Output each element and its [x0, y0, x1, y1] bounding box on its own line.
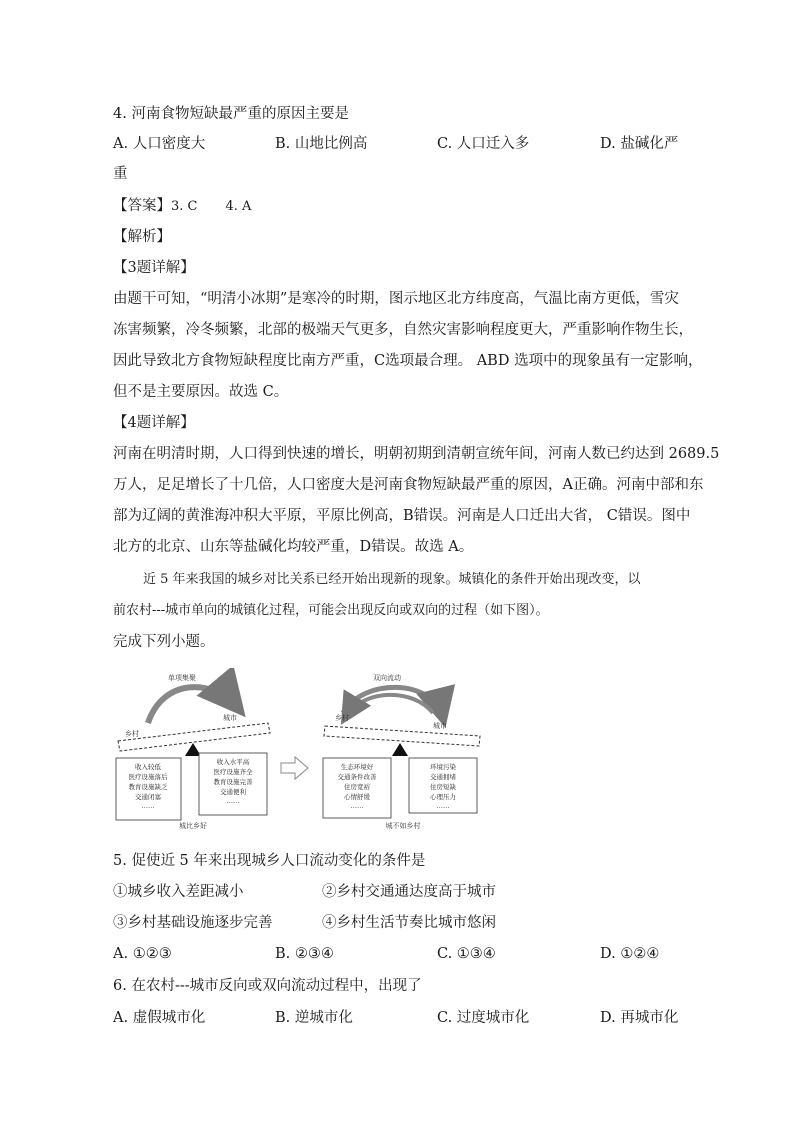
right-balance-beam — [324, 726, 480, 746]
q4-detail-line: 北方的北京、山东等盐碱化均较严重，D错误。故选 A。 — [113, 539, 474, 555]
q4-option-b: B. 山地比例高 — [275, 136, 368, 152]
q3-detail-label: 【3题详解】 — [113, 260, 195, 276]
right-urban-label: 城市 — [433, 722, 447, 730]
right-rural-box-line: 交通条件改善 — [337, 773, 377, 781]
q4-detail-line: 部为辽阔的黄淮海冲积大平原，平原比例高，B错误。河南是人口迁出大省， C错误。图中 — [113, 508, 691, 524]
q5-item-4: ④乡村生活节奏比城市悠闲 — [322, 915, 496, 931]
right-rural-label: 乡村 — [335, 714, 349, 722]
q5-stem: 5. 促使近 5 年来出现城乡人口流动变化的条件是 — [113, 853, 426, 869]
q4-option-c: C. 人口迁入多 — [437, 136, 530, 152]
q4-detail-label: 【4题详解】 — [113, 415, 195, 431]
q4-stem: 4. 河南食物短缺最严重的原因主要是 — [113, 106, 349, 122]
q4-option-d: D. 盐碱化严 — [600, 136, 679, 152]
q5-item-3: ③乡村基础设施逐步完善 — [113, 915, 273, 931]
q3-detail-line: 由题干可知，“明清小冰期”是寒冷的时期，图示地区北方纬度高，气温比南方更低，雪灾 — [113, 291, 679, 307]
q6-option-b: B. 逆城市化 — [275, 1010, 353, 1026]
left-urban-box-line: …… — [226, 797, 240, 805]
right-rural-box-line: 住房宽裕 — [344, 783, 370, 791]
right-panel — [323, 673, 480, 830]
answer-value-4: 4. A — [225, 199, 252, 214]
right-urban-box-line: 心理压力 — [430, 793, 456, 801]
right-caption: 城不如乡村 — [385, 822, 421, 830]
q5-option-b: B. ②③④ — [275, 946, 334, 962]
q5-option-a: A. ①②③ — [113, 946, 172, 962]
q6-stem: 6. 在农村---城市反向或双向流动过程中，出现了 — [113, 978, 422, 994]
left-rural-box-line: 医疗设施落后 — [128, 773, 168, 781]
passage-instruction: 完成下列小题。 — [113, 634, 215, 650]
right-arrow-label: 双向流动 — [373, 674, 401, 682]
passage-line: 近 5 年来我国的城乡对比关系已经开始出现新的现象。城镇化的条件开始出现改变，以 — [143, 572, 641, 587]
q5-option-c: C. ①③④ — [437, 946, 496, 962]
q6-option-d: D. 再城市化 — [600, 1010, 679, 1026]
left-urban-box-line: 收入水平高 — [216, 758, 250, 766]
passage-line: 前农村---城市单向的城镇化过程，可能会出现反向或双向的过程（如下图）。 — [113, 603, 549, 618]
left-urban-label: 城市 — [223, 714, 237, 722]
left-rural-label: 乡村 — [125, 730, 139, 738]
q3-detail-line: 因此导致北方食物短缺程度比南方严重，C选项最合理。 ABD 选项中的现象虽有一定影响， — [113, 353, 703, 369]
left-caption: 城比乡好 — [179, 822, 207, 830]
q6-option-c: C. 过度城市化 — [437, 1010, 530, 1026]
answer-value-3: 3. C — [171, 199, 198, 214]
right-rural-box-line: 心情舒缓 — [344, 793, 370, 801]
left-urban-box-line: 交通便利 — [220, 788, 246, 796]
transition-arrow — [281, 757, 308, 779]
q4-detail-line: 万人，足足增长了十几倍，人口密度大是河南食物短缺最严重的原因，A正确。河南中部和东 — [113, 477, 704, 493]
left-urban-box-line: 教育设施完善 — [213, 778, 253, 786]
right-urban-box-line: 交通拥堵 — [430, 773, 456, 781]
q5-item-2: ②乡村交通通达度高于城市 — [322, 884, 496, 900]
q3-detail-line: 但不是主要原因。故选 C。 — [113, 384, 289, 400]
left-rural-box-line: 教育设施缺乏 — [128, 783, 168, 791]
q4-option-a: A. 人口密度大 — [113, 136, 206, 152]
right-urban-box-line: 住房短缺 — [430, 783, 456, 791]
q5-option-d: D. ①②④ — [600, 946, 660, 962]
left-urban-box-line: 医疗设施齐全 — [213, 768, 253, 776]
analysis-label: 【解析】 — [113, 229, 171, 245]
urban-rural-flow-diagram — [113, 668, 483, 833]
right-urban-box-line: 环境污染 — [430, 763, 456, 771]
left-rural-box-line: …… — [141, 802, 155, 810]
left-rural-box-line: 收入较低 — [135, 763, 161, 771]
q4-detail-line: 河南在明清时期，人口得到快速的增长，明朝初期到清朝宣统年间，河南人数已约达到 2689.5 — [113, 446, 720, 462]
right-urban-box-line: …… — [436, 802, 450, 810]
q5-item-1: ①城乡收入差距减小 — [113, 884, 244, 900]
q6-option-a: A. 虚假城市化 — [113, 1010, 206, 1026]
right-rural-box-line: 生态环境好 — [340, 763, 374, 771]
left-arrow-label: 单项集聚 — [168, 674, 196, 682]
right-fulcrum — [392, 743, 408, 756]
answer-line — [113, 196, 251, 217]
q3-detail-line: 冻害频繁，冷冬频繁，北部的极端天气更多，自然灾害影响程度更大，严重影响作物生长， — [113, 322, 693, 338]
q4-option-d-continued: 重 — [113, 166, 128, 182]
answer-label: 【答案】 — [113, 198, 171, 214]
left-rural-box-line: 交通闭塞 — [135, 793, 161, 801]
right-rural-box-line: …… — [350, 802, 364, 810]
left-panel — [116, 673, 270, 830]
